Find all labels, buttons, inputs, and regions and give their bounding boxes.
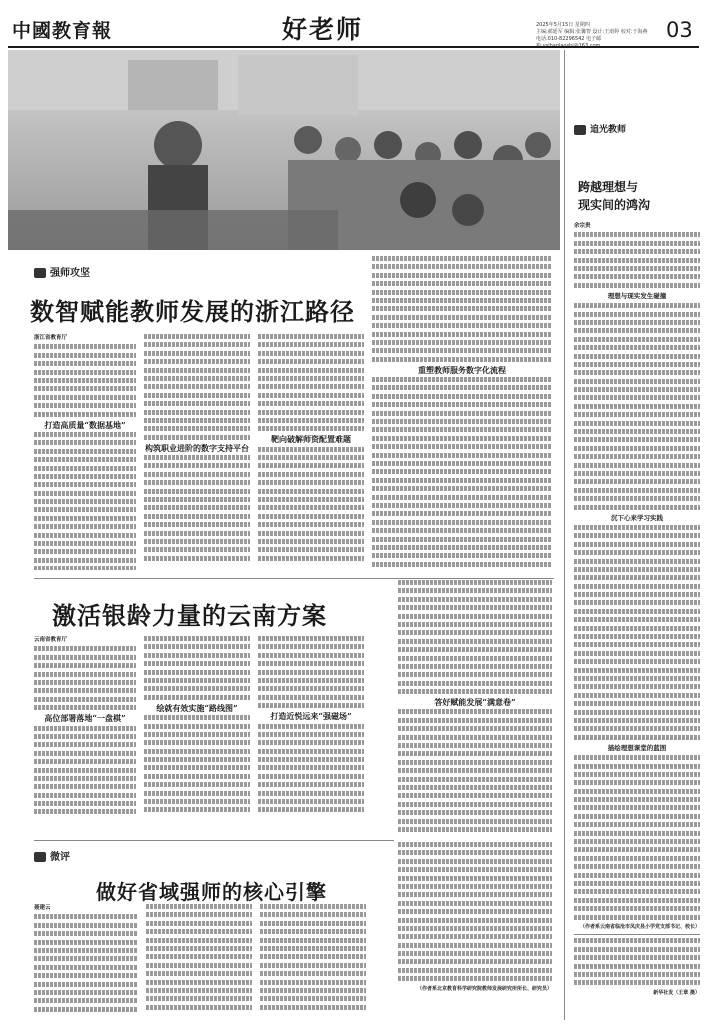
article1-col3 (258, 334, 364, 570)
sidebar-divider (564, 50, 565, 1020)
subhead: 沉下心来学习实践 (611, 513, 663, 522)
subhead: 打造近悦远来“强磁场” (270, 711, 352, 722)
page-number: 03 (666, 18, 693, 42)
subhead: 绘就有效实施“路线图” (156, 702, 238, 713)
article2-col2 (144, 636, 250, 832)
subhead: 高位部署落地“一盘棋” (44, 713, 126, 724)
photo-credit: 新华社发（王章 摄） (653, 989, 700, 996)
subhead: 答好赋能发展“满意卷” (434, 697, 516, 708)
classroom-photo (8, 50, 560, 250)
article3-col4 (398, 842, 552, 1014)
byline: 余宗贵 (574, 223, 591, 229)
article1-col2 (144, 334, 250, 570)
byline: 浙江省教育厅 (34, 335, 68, 341)
tag-qiangshi (34, 264, 90, 279)
section-title: 好老师 (282, 15, 364, 44)
subhead: 理想与现实发生碰撞 (607, 291, 667, 300)
sidebar-title-line: 现实间的鸿沟 (578, 198, 651, 212)
tag-marker-icon (574, 125, 586, 135)
subhead: 构筑职业进阶的数字支持平台 (145, 442, 249, 453)
subhead: 靶向破解师资配置难题 (271, 434, 351, 445)
sidebar-tag (574, 122, 626, 135)
tag-label: 微评 (50, 852, 70, 863)
sidebar-title-line: 跨越理想与 (578, 180, 639, 194)
contact-line: 电话:010-82296542 电子邮 (536, 36, 602, 42)
headline-zhejiang: 数智赋能教师发展的浙江路径 (30, 297, 355, 326)
tag-marker-icon (34, 268, 46, 278)
author-footer: （作者系云南省临沧市凤庆县小学党支部书记、校长） (579, 923, 700, 930)
tag-weiping (34, 848, 70, 863)
tag-label: 强师攻坚 (50, 268, 90, 279)
sidebar-body (574, 222, 700, 1018)
headline-yunnan: 激活银龄力量的云南方案 (52, 601, 327, 630)
editor-line: 主编:郝延军 编辑:张馨智 设计:王雨婷 校对:于海燕 (536, 29, 648, 35)
footer-divider (574, 934, 700, 935)
tag-label: 追光教师 (590, 125, 627, 135)
section-divider (34, 578, 554, 579)
subhead: 重塑教师服务数字化流程 (418, 364, 506, 375)
article2-col4 (398, 580, 552, 832)
author-footer: （作者系北京教育科学研究院教师发展研究所所长、研究员） (416, 985, 552, 992)
article1-col4 (372, 256, 552, 570)
article3-col1 (34, 904, 138, 1014)
newspaper-logo: 中國教育報 (12, 20, 113, 42)
byline: 云南省教育厅 (34, 637, 68, 643)
date-line: 2025年5月15日 星期四 (536, 22, 590, 28)
sidebar-headline (578, 178, 698, 214)
byline: 聂建云 (34, 905, 51, 911)
photo-illustration (8, 50, 560, 250)
article3-col3 (260, 904, 366, 1014)
article3-col2 (146, 904, 252, 1014)
article2-col1 (34, 636, 136, 832)
article1-col1 (34, 334, 136, 570)
masthead-rule (8, 46, 699, 48)
section-divider (34, 840, 394, 841)
tag-marker-icon (34, 852, 46, 862)
subhead: 描绘理想课堂的蓝图 (607, 743, 667, 752)
headline-core-engine: 做好省域强师的核心引擎 (96, 880, 327, 904)
article2-col3 (258, 636, 364, 832)
subhead: 打造高质量“数据基地” (44, 419, 126, 430)
